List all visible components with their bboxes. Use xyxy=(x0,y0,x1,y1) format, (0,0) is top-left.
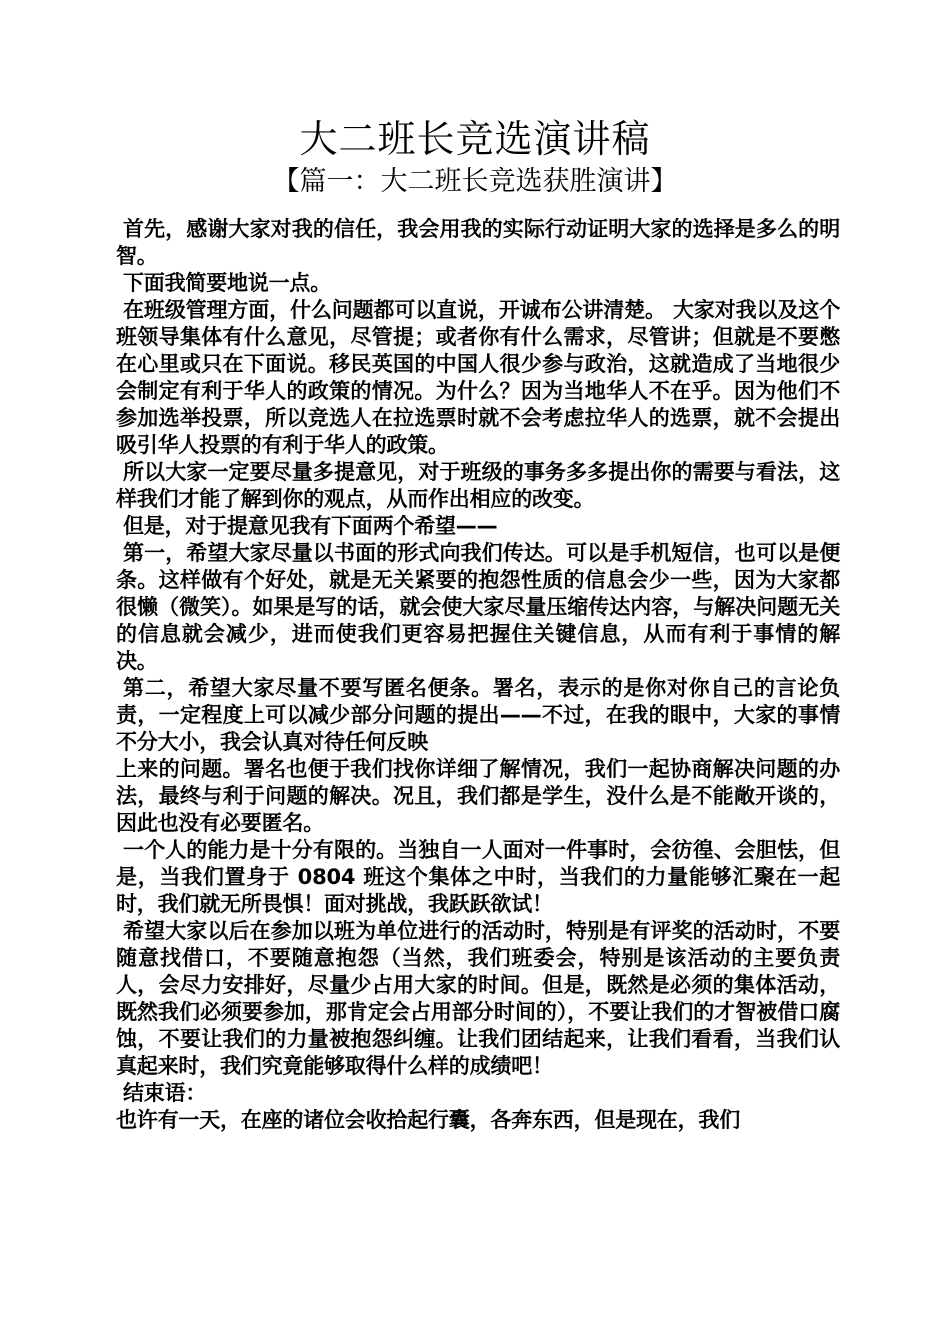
document-title: 大二班长竞选演讲稿 xyxy=(299,117,651,161)
paragraph-class-management: 在班级管理方面，什么问题都可以直说，开诚布公讲清楚。 大家对我以及这个班领导集体有什么意见，尽管提；或者你有什么需求，尽管讲；但就是不要憋在心里或只在下面说。移民英国的中国人很少参与政治，这就造成了当地很少会制定有利于华人的政策的情况。为什么？因为当地华人不在乎。因为他们不参加选举投票，所以竞选人在拉选票时就不会考虑拉华人的选票，就不会提出吸引华人投票的有利于华人的政策。 xyxy=(116,298,840,457)
paragraph-intro: 下面我简要地说一点。 xyxy=(123,271,331,295)
paragraph-two-hopes: 但是，对于提意见我有下面两个希望—— xyxy=(123,514,498,538)
document-body xyxy=(116,216,840,1134)
paragraph-collective: 一个人的能力是十分有限的。当独自一人面对一件事时，会彷徨、会胆怯，但是，当我们置身于 0804 班这个集体之中时，当我们的力量能够汇聚在一起时，我们就无所畏惧！面对挑战，我跃跃欲试！ xyxy=(116,838,840,916)
document-subtitle: 【篇一：大二班长竞选获胜演讲】 xyxy=(272,166,678,197)
paragraph-thanks: 首先，感谢大家对我的信任，我会用我的实际行动证明大家的选择是多么的明智。 xyxy=(116,217,840,268)
paragraph-conclusion-heading: 结束语： xyxy=(123,1081,207,1105)
paragraph-first-hope: 第一，希望大家尽量以书面的形式向我们传达。可以是手机短信，也可以是便条。这样做有个好处，就是无关紧要的抱怨性质的信息会少一些，因为大家都很懒（微笑）。如果是写的话，就会使大家尽量压缩传达内容，与解决问题无关的信息就会减少，进而使我们更容易把握住关键信息，从而有利于事情的解决。 xyxy=(116,541,840,673)
paragraph-second-hope-continued: 上来的问题。署名也便于我们找你详细了解情况，我们一起协商解决问题的办法，最终与利于问题的解决。况且，我们都是学生，没什么是不能敞开谈的，因此也没有必要匿名。 xyxy=(116,757,840,835)
paragraph-conclusion: 也许有一天，在座的诸位会收拾起行囊，各奔东西，但是现在，我们 xyxy=(116,1108,740,1132)
paragraph-second-hope: 第二，希望大家尽量不要写匿名便条。署名，表示的是你对你自己的言论负责，一定程度上可以减少部分问题的提出——不过，在我的眼中，大家的事情不分大小，我会认真对待任何反映 xyxy=(116,676,840,754)
paragraph-activities: 希望大家以后在参加以班为单位进行的活动时，特别是有评奖的活动时，不要随意找借口，不要随意抱怨（当然，我们班委会，特别是该活动的主要负责人，会尽力安排好，尽量少占用大家的时间。但是，既然是必须的集体活动，既然我们必须要参加，那肯定会占用部分时间的），不要让我们的才智被借口腐蚀，不要让我们的力量被抱怨纠缠。让我们团结起来，让我们看看，当我们认真起来时，我们究竟能够取得什么样的成绩吧！ xyxy=(116,919,840,1078)
paragraph-suggestions: 所以大家一定要尽量多提意见，对于班级的事务多多提出你的需要与看法，这样我们才能了解到你的观点，从而作出相应的改变。 xyxy=(116,460,840,511)
